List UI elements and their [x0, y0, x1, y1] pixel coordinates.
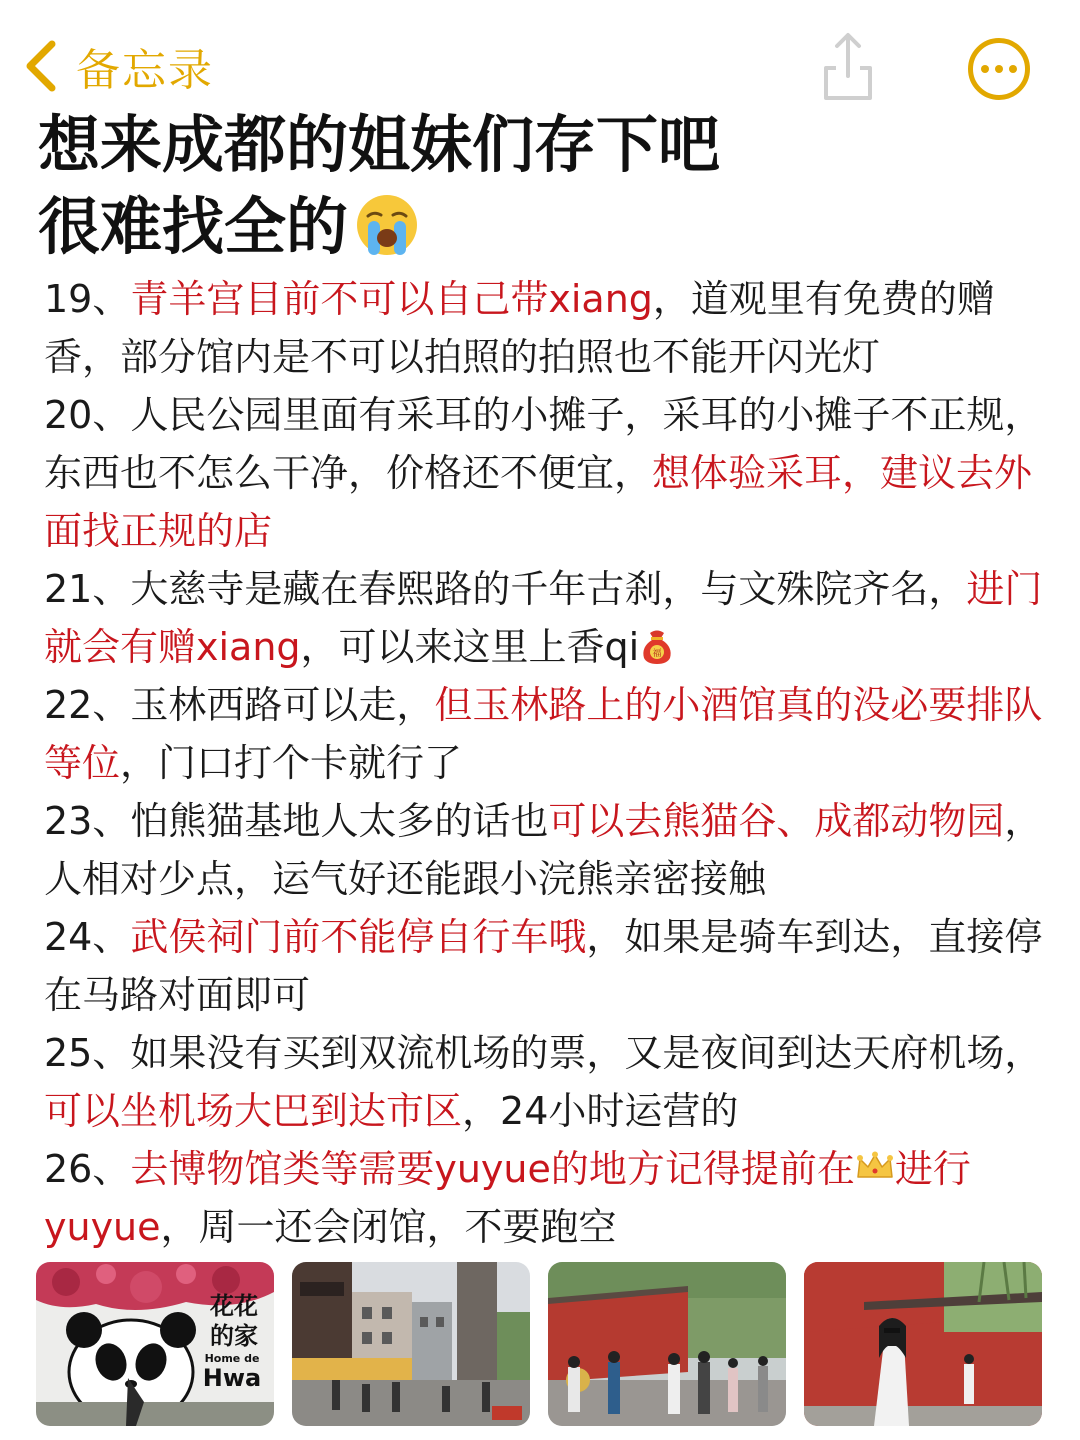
list-item — [44, 560, 1044, 676]
item-number: 19、 — [44, 277, 131, 321]
item-text: 怕熊猫基地人太多的话也 — [130, 799, 549, 843]
more-icon-dot — [995, 65, 1003, 73]
item-highlight: 去博物馆类等需要yuyue的地方记得提前在 — [130, 1147, 855, 1191]
item-highlight: 想体验采耳，建议去外面找正规的店 — [44, 451, 1033, 553]
item-text: ，人相对少点，运气好还能跟小浣熊亲密接触 — [44, 799, 1043, 901]
list-item — [44, 908, 1044, 1024]
crown-emoji-icon — [855, 1151, 895, 1181]
more-button[interactable] — [968, 38, 1030, 100]
item-text: ，周一还会闭馆，不要跑空 — [160, 1205, 617, 1249]
share-icon — [818, 30, 878, 102]
item-text: ，门口打个卡就行了 — [120, 741, 463, 785]
item-highlight: 青羊宫目前不可以自己带xiang — [130, 277, 653, 321]
item-text: ，如果是骑车到达，直接停在马路对面即可 — [44, 915, 1043, 1017]
photo-thumbnail-red-wall-crowd[interactable] — [548, 1262, 786, 1426]
title-line-2: 很难找全的 — [38, 190, 349, 263]
svg-text:福: 福 — [652, 648, 662, 659]
item-highlight: 进行yuyue — [44, 1147, 971, 1249]
photo-thumbnail-street[interactable] — [292, 1262, 530, 1426]
item-number: 21、 — [44, 567, 131, 611]
item-text: 如果没有买到双流机场的票，又是夜间到达天府机场， — [130, 1031, 1043, 1075]
item-highlight: 进门就会有赠xiang — [44, 567, 1043, 669]
red-wall-crowd-image — [548, 1262, 786, 1426]
note-body — [44, 270, 1044, 1256]
item-text: 人民公园里面有采耳的小摊子，采耳的小摊子不正规，东西也不怎么干净，价格还不便宜， — [44, 393, 1043, 495]
photo-strip — [36, 1262, 1044, 1426]
note-title — [38, 104, 1048, 268]
item-number: 22、 — [44, 683, 131, 727]
list-item — [44, 676, 1044, 792]
list-item — [44, 386, 1044, 560]
red-wall-portrait-image — [804, 1262, 1042, 1426]
sign-text-4: Hwa — [202, 1364, 262, 1392]
list-item — [44, 1024, 1044, 1140]
list-item — [44, 270, 1044, 386]
crying-face-emoji-icon — [354, 192, 420, 258]
more-icon-dot — [1009, 65, 1017, 73]
item-highlight: 但玉林路上的小酒馆真的没必要排队等位 — [44, 683, 1043, 785]
item-text: ，可以来这里上香qi — [300, 625, 640, 669]
item-number: 26、 — [44, 1147, 131, 1191]
title-line-2-wrap — [38, 186, 1048, 268]
photo-thumbnail-panda-wall[interactable] — [36, 1262, 274, 1426]
list-item — [44, 1140, 1044, 1256]
back-label: 备忘录 — [76, 45, 214, 96]
item-number: 23、 — [44, 799, 131, 843]
panda-wall-image — [36, 1262, 274, 1426]
back-button[interactable] — [22, 38, 214, 94]
photo-thumbnail-red-wall-portrait[interactable] — [804, 1262, 1042, 1426]
sign-text-1: 花花 — [210, 1292, 258, 1320]
item-text: ，道观里有免费的赠香，部分馆内是不可以拍照的拍照也不能开闪光灯 — [44, 277, 995, 379]
sign-text-2: 的家 — [210, 1322, 258, 1350]
item-highlight: 可以去熊猫谷、成都动物园 — [548, 799, 1005, 843]
list-item — [44, 792, 1044, 908]
item-number: 24、 — [44, 915, 131, 959]
item-highlight: 武侯祠门前不能停自行车哦 — [130, 915, 587, 959]
nav-bar — [0, 0, 1080, 110]
more-icon-dot — [981, 65, 989, 73]
item-highlight: 可以坐机场大巴到达市区 — [44, 1089, 463, 1133]
lucky-bag-emoji-icon — [639, 627, 675, 665]
item-number: 25、 — [44, 1031, 131, 1075]
share-button[interactable] — [818, 30, 878, 102]
street-image — [292, 1262, 530, 1426]
item-text: 玉林西路可以走， — [130, 683, 435, 727]
title-line-1: 想来成都的姐妹们存下吧 — [38, 108, 721, 181]
item-text: ，24小时运营的 — [462, 1089, 739, 1133]
sign-text-3: Home de — [204, 1352, 260, 1365]
item-text: 大慈寺是藏在春熙路的千年古刹，与文殊院齐名， — [130, 567, 967, 611]
item-number: 20、 — [44, 393, 131, 437]
chevron-left-icon — [22, 38, 58, 94]
